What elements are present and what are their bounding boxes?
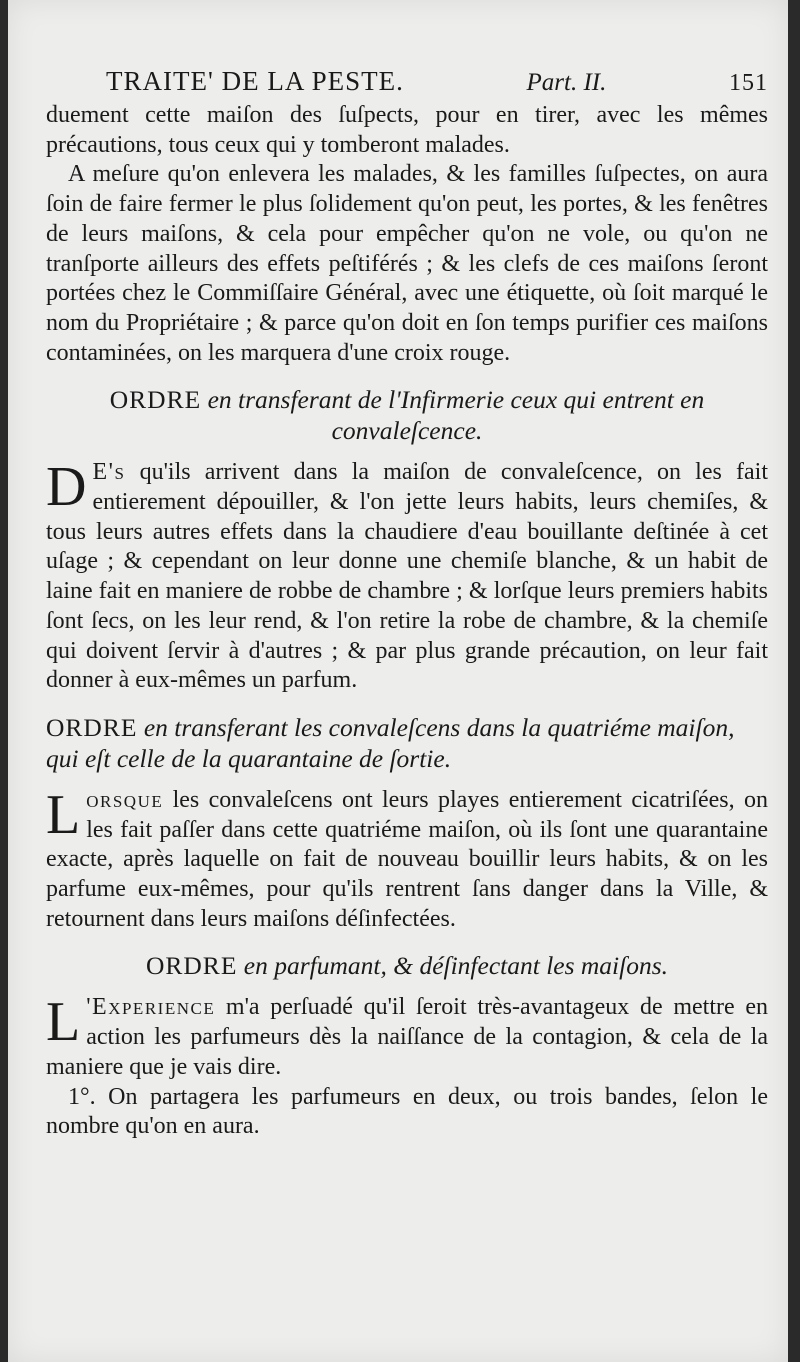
book-page xyxy=(8,0,788,1362)
paragraph-continuation: duement cette maiſon des ſuſpects, pour en tirer, avec les mêmes précautions, tous ceux qui y tomberont malades. xyxy=(46,102,768,158)
lead-word: E's xyxy=(92,459,126,486)
paragraph-fermeture-maisons: A meſure qu'on enlevera les malades, & les familles ſuſpectes, on aura ſoin de faire fermer le plus ſolidement qu'on peut, les portes, & les fenêtres de leurs maiſons, & cela pour empêcher qu'on ne vole, ou qu'on ne tranſporte ailleurs des effets peſtiférés ; & les clefs de ces maiſons ſeront portées chez le Commiſſaire Général, avec une étiquette, où ſoit marqué le nom du Propriétaire ; & parce qu'on doit en ſon temps purifier ces maiſons contaminées, on les marquera d'une croix rouge. xyxy=(46,161,768,366)
section-heading-quarantaine xyxy=(46,712,768,774)
paragraph-body: les convaleſcens ont leurs playes entierement cicatriſées, on les fait paſſer dans cette quatriéme maiſon, où ils ſont une quarantaine exacte, après laquelle on fait de nouveau bouillir leurs habits, & on les parfume eux-mêmes, pour qu'ils rentrent ſans danger dans la Ville, & retournent dans leurs maiſons déſinfectées. xyxy=(46,786,768,932)
paragraph-body: qu'ils arrivent dans la maiſon de convaleſcence, on les fait entierement dépouiller, & l'on jette leurs habits, leurs chemiſes, & tous leurs autres effets dans la chaudiere d'eau bouillante deſtinée à cet uſage ; & cependant on leur donne une chemiſe blanche, & un habit de laine fait en maniere de robbe de chambre ; & lorſque leurs premiers habits ſont ſecs, on les leur rend, & l'on retire la robe de chambre, & la chemiſe qui doivent ſervir à d'autres ; & par plus grande précaution, on leur fait donner à eux-mêmes un parfum. xyxy=(46,459,768,694)
heading-word: ORDRE xyxy=(109,385,202,415)
drop-cap: L xyxy=(46,991,81,1054)
drop-cap: L xyxy=(46,783,81,846)
lead-word: orsque xyxy=(86,786,164,813)
page-number: 151 xyxy=(729,70,768,96)
paragraph-parfum xyxy=(46,993,768,1082)
heading-rest: en parfumant, & déſinfectant les maiſons. xyxy=(237,951,669,981)
section-heading-parfum xyxy=(46,950,768,981)
heading-word: ORDRE xyxy=(145,951,238,981)
heading-rest: en transferant les convaleſcens dans la quatriéme maiſon, qui eſt celle de la quarantaine de ſortie. xyxy=(46,712,735,773)
paragraph-body: m'a perſuadé qu'il ſeroit très-avantageux de mettre en action les parfumeurs dès la naiſſance de la contagion, & cela de la maniere que je vais dire. xyxy=(46,994,768,1080)
paragraph-quarantaine xyxy=(46,783,768,935)
section-heading-convalescence xyxy=(46,384,768,446)
lead-word: 'Experience xyxy=(86,994,216,1021)
header-part: Part. II. xyxy=(526,69,607,96)
drop-cap: D xyxy=(46,456,87,519)
paragraph-convalescence xyxy=(46,458,768,696)
heading-rest: en transferant de l'Infirmerie ceux qui entrent en convaleſcence. xyxy=(201,385,705,446)
header-title: TRAITE' DE LA PESTE. xyxy=(106,66,404,96)
paragraph-item-1: 1°. On partagera les parfumeurs en deux, ou trois bandes, ſelon le nombre qu'on en aura. xyxy=(46,1083,768,1140)
page-content xyxy=(46,66,768,1142)
heading-word: ORDRE xyxy=(46,712,138,742)
running-header xyxy=(106,66,768,97)
